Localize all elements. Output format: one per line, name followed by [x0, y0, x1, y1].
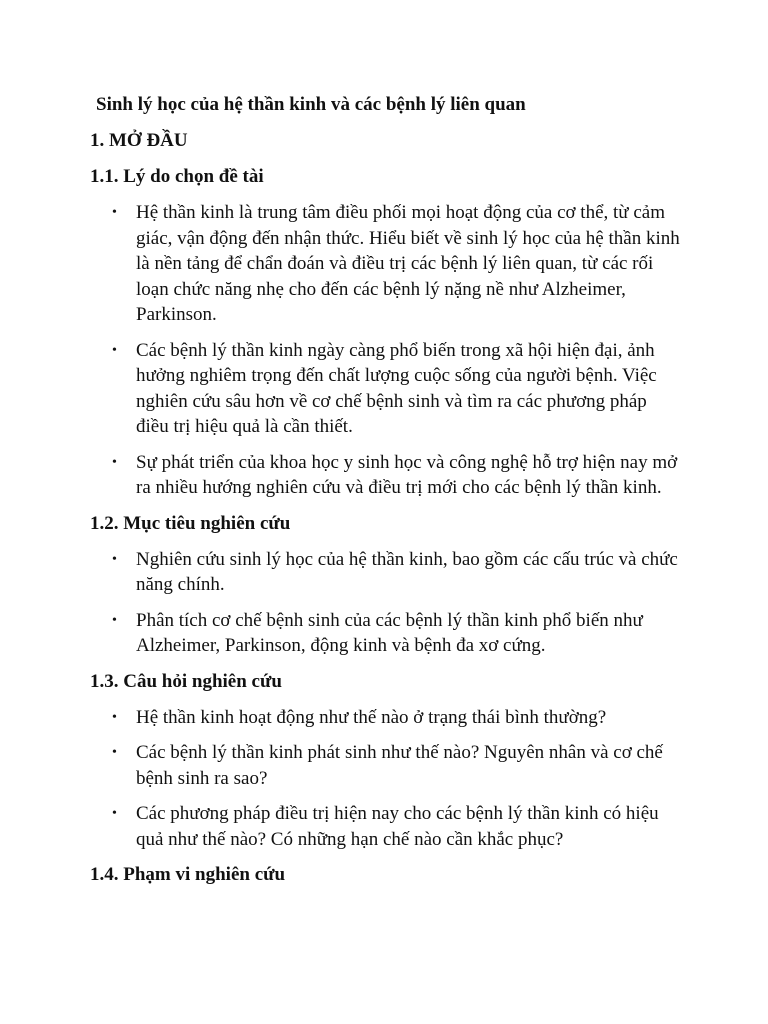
subsection-heading-questions: 1.3. Câu hỏi nghiên cứu	[90, 670, 282, 692]
bullet-icon: •	[112, 709, 117, 725]
bullet-icon: •	[112, 745, 117, 760]
subsection-heading-reason: 1.1. Lý do chọn đề tài	[90, 166, 264, 187]
list-item-text: Các bệnh lý thần kinh phát sinh như thế nào? Nguyên nhân và cơ chế bệnh sinh ra sao?	[136, 742, 663, 789]
list-item-text: Hệ thần kinh là trung tâm điều phối mọi hoạt động của cơ thể, từ cảm giác, vận động đến nhận thức. Hiểu biết về sinh lý học của hệ thần kinh là nền tảng để chẩn đoán và điều trị các bệnh lý liên quan, từ các rối loạn chức năng nhẹ cho đến các bệnh lý nặng nề như Alzheimer, Parkinson.	[136, 202, 680, 325]
document-content	[90, 128, 682, 898]
list-item	[90, 801, 682, 852]
list-item	[90, 450, 682, 501]
bullet-icon: •	[112, 454, 117, 470]
list-item	[90, 200, 682, 328]
list-item-text: Sự phát triển của khoa học y sinh học và công nghệ hỗ trợ hiện nay mở ra nhiều hướng nghiên cứu và điều trị mới cho các bệnh lý thần kinh.	[136, 451, 678, 498]
bullet-icon: •	[112, 551, 117, 567]
list-item	[90, 705, 682, 731]
list-item-text: Nghiên cứu sinh lý học của hệ thần kinh, bao gồm các cấu trúc và chức năng chính.	[136, 548, 678, 595]
section-heading-intro: 1. MỞ ĐẦU	[90, 130, 188, 151]
list-item-text: Các bệnh lý thần kinh ngày càng phổ biến trong xã hội hiện đại, ảnh hưởng nghiêm trọng đến chất lượng cuộc sống của người bệnh. Việc nghiên cứu sâu hơn về cơ chế bệnh sinh và tìm ra các phương pháp điều trị hiệu quả là cần thiết.	[136, 339, 657, 437]
questions-list	[90, 705, 682, 853]
subsection-heading-objectives: 1.2. Mục tiêu nghiên cứu	[90, 512, 291, 534]
reason-list	[90, 200, 682, 501]
document-title: Sinh lý học của hệ thần kinh và các bệnh lý liên quan	[96, 94, 526, 115]
list-item	[90, 740, 682, 791]
objectives-list	[90, 547, 682, 659]
bullet-icon: •	[112, 806, 117, 821]
subsection-heading-scope: 1.4. Phạm vi nghiên cứu	[90, 864, 286, 885]
list-item-text: Các phương pháp điều trị hiện nay cho các bệnh lý thần kinh có hiệu quả như thế nào? Có những hạn chế nào cần khắc phục?	[136, 803, 659, 850]
bullet-icon: •	[112, 342, 117, 358]
list-item-text: Hệ thần kinh hoạt động như thế nào ở trạng thái bình thường?	[136, 706, 607, 728]
list-item	[90, 608, 682, 659]
bullet-icon: •	[112, 612, 117, 628]
bullet-icon: •	[112, 205, 117, 220]
list-item	[90, 547, 682, 598]
list-item	[90, 338, 682, 440]
list-item-text: Phân tích cơ chế bệnh sinh của các bệnh lý thần kinh phổ biến như Alzheimer, Parkinson, động kinh và bệnh đa xơ cứng.	[136, 609, 643, 656]
